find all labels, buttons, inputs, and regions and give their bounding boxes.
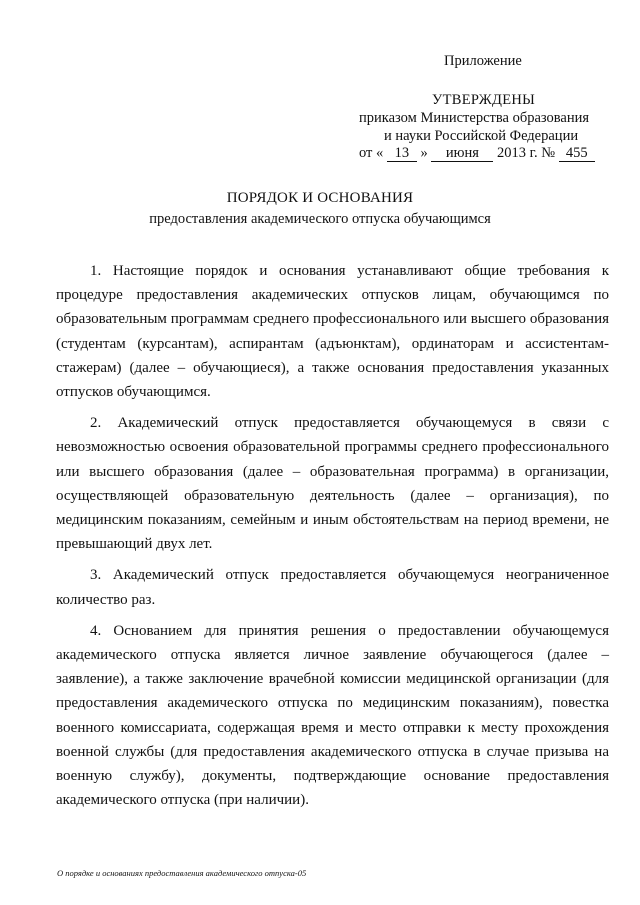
date-separator: » [420, 145, 428, 161]
paragraph-4: 4. Основанием для принятия решения о предоставлении обучающемуся академического отпуска является личное заявление обучающегося (далее – заявление), а также заключение врачебной комиссии медицинской организации (для предоставления академического отпуска по медицинским показаниям), повестка военного комиссариата, содержащая время и место отправки к месту прохождения военной службы (для предоставления академического отпуска в случае призыва на военную службу), документы, подтверждающие основание предоставления академического отпуска (при наличии). [56, 622, 609, 809]
paragraph-2: 2. Академический отпуск предоставляется обучающемуся в связи с невозможностью освоения образовательной программы среднего профессионального или высшего образования (далее – образовательная программа) в организации, осуществляющей образовательную деятельность (далее – организация), по медицинским показаниям, семейным и иным обстоятельствам на период времени, не превышающий двух лет. [56, 415, 609, 553]
order-line-1: приказом Министерства образования [359, 110, 590, 126]
paragraph-3: 3. Академический отпуск предоставляется обучающемуся неограниченное количество раз. [56, 567, 609, 608]
approved-label: УТВЕРЖДЕНЫ [432, 92, 536, 108]
order-number: 455 [559, 146, 595, 162]
date-month: июня [431, 146, 493, 162]
document-subtitle: предоставления академического отпуска обучающимся [149, 211, 491, 227]
paragraph-1: 1. Настоящие порядок и основания устанавливают общие требования к процедуре предоставления академических отпусков лицам, обучающимся по образовательным программам среднего профессионального или высшего образования (студентам (курсантам), аспирантам (адъюнктам), ординаторам и ассистентам-стажерам) (далее – обучающиеся), а также основания предоставления указанных отпусков обучающимся. [56, 263, 609, 401]
order-line-2: и науки Российской Федерации [384, 128, 579, 144]
page-footer: О порядке и основаниях предоставления академического отпуска-05 [57, 868, 307, 878]
document-body [56, 259, 609, 819]
appendix-label: Приложение [444, 53, 522, 69]
document-title: ПОРЯДОК И ОСНОВАНИЯ [226, 190, 414, 206]
order-date-line [359, 145, 595, 162]
date-year: 2013 г. № [497, 145, 556, 161]
date-day: 13 [387, 146, 417, 162]
date-prefix: от « [359, 145, 384, 161]
